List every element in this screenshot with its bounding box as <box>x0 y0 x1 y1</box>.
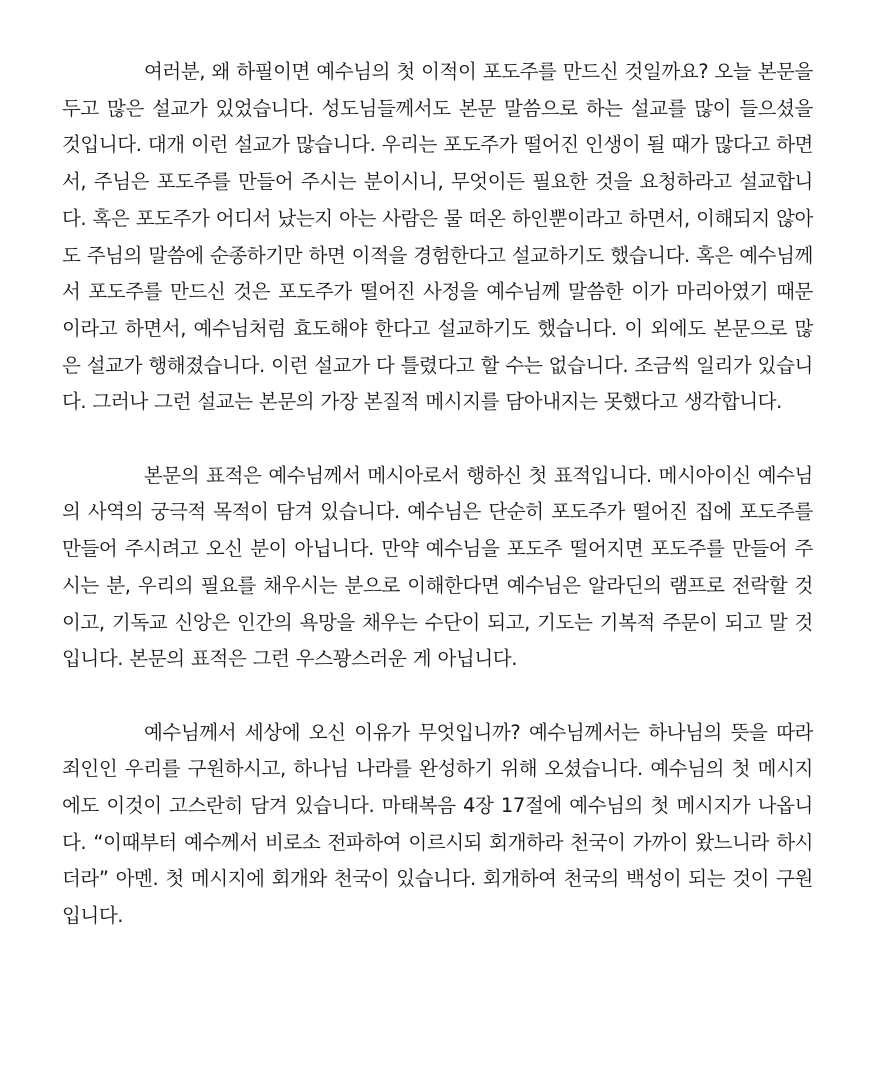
paragraph-3: 예수님께서 세상에 오신 이유가 무엇입니까? 예수님께서는 하나님의 뜻을 따라 죄인인 우리를 구원하시고, 하나님 나라를 완성하기 위해 오셨습니다. 예수님의 첫 메시지에도 이것이 고스란히 담겨 있습니다. 마태복음 4장 17절에 예수님의 첫 메시지가 나옵니다. “이때부터 예수께서 비로소 전파하여 이르시되 회개하라 천국이 가까이 왔느니라 하시더라” 아멘. 첫 메시지에 회개와 천국이 있습니다. 회개하여 천국의 백성이 되는 것이 구원입니다. <box>62 720 813 928</box>
paragraph-1: 여러분, 왜 하필이면 예수님의 첫 이적이 포도주를 만드신 것일까요? 오늘 본문을 두고 많은 설교가 있었습니다. 성도님들께서도 본문 말씀으로 하는 설교를 많이 들으셨을 것입니다. 대개 이런 설교가 많습니다. 우리는 포도주가 떨어진 인생이 될 때가 많다고 하면서, 주님은 포도주를 만들어 주시는 분이시니, 무엇이든 필요한 것을 요청하라고 설교합니다. 혹은 포도주가 어디서 났는지 아는 사람은 물 떠온 하인뿐이라고 하면서, 이해되지 않아도 주님의 말씀에 순종하기만 하면 이적을 경험한다고 설교하기도 했습니다. 혹은 예수님께서 포도주를 만드신 것은 포도주가 떨어진 사정을 예수님께 말씀한 이가 마리아였기 때문이라고 하면서, 예수님처럼 효도해야 한다고 설교하기도 했습니다. 이 외에도 본문으로 많은 설교가 행해졌습니다. 이런 설교가 다 틀렸다고 할 수는 없습니다. 조금씩 일리가 있습니다. 그러나 그런 설교는 본문의 가장 본질적 메시지를 담아내지는 못했다고 생각합니다. <box>62 60 813 414</box>
paragraph-2: 본문의 표적은 예수님께서 메시아로서 행하신 첫 표적입니다. 메시아이신 예수님의 사역의 궁극적 목적이 담겨 있습니다. 예수님은 단순히 포도주가 떨어진 집에 포도주를 만들어 주시려고 오신 분이 아닙니다. 만약 예수님을 포도주 떨어지면 포도주를 만들어 주시는 분, 우리의 필요를 채우시는 분으로 이해한다면 예수님은 알라딘의 램프로 전락할 것이고, 기독교 신앙은 인간의 욕망을 채우는 수단이 되고, 기도는 기복적 주문이 되고 말 것입니다. 본문의 표적은 그런 우스꽝스러운 게 아닙니다. <box>62 463 813 671</box>
document-page <box>62 54 813 935</box>
